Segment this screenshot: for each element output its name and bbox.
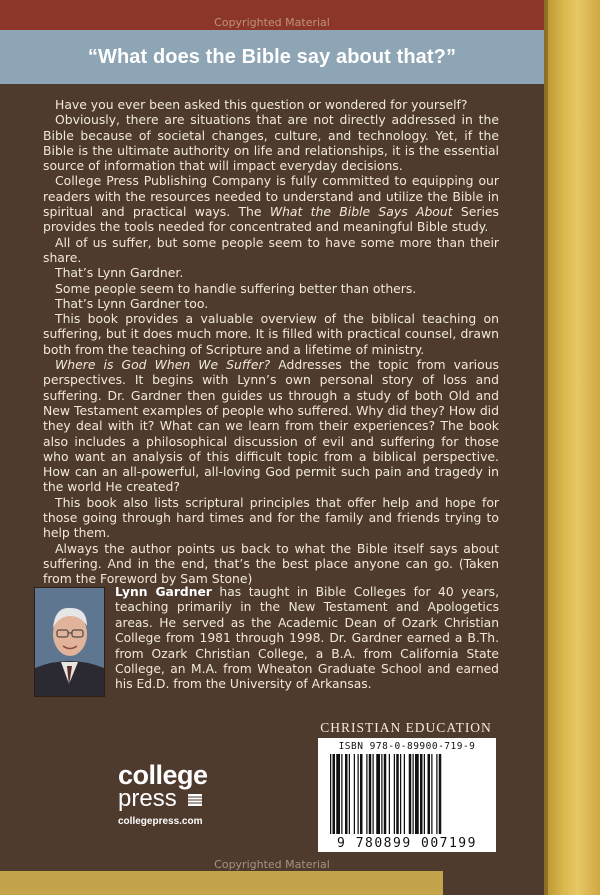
- paragraph: Have you ever been asked this question or wondered for yourself?: [55, 97, 468, 112]
- paragraph: That’s Lynn Gardner too.: [55, 295, 209, 311]
- banner-title: “What does the Bible say about that?”: [87, 45, 457, 68]
- title-banner: [0, 30, 544, 84]
- barcode: [318, 738, 496, 852]
- logo-college: college: [118, 760, 208, 790]
- spine-shadow: [544, 0, 548, 895]
- author-photo: [34, 587, 105, 697]
- author-bio: [115, 585, 499, 693]
- paragraph: This book provides a valuable overview of the biblical teaching on suffering, but it does much more. It is filled with practical counsel, drawn both from the teaching of Scripture and a lifetime of ministry.: [43, 311, 499, 357]
- watermark-top: Copyrighted Material: [214, 16, 330, 29]
- publisher-url: collegepress.com: [118, 816, 203, 827]
- description-text: [43, 97, 499, 587]
- paragraph: Some people seem to handle suffering better than others.: [55, 280, 417, 296]
- spine-edge: [544, 0, 600, 895]
- category-label: CHRISTIAN EDUCATION: [320, 720, 492, 735]
- paragraph: College Press Publishing Company is fully committed to equipping our readers with the resources needed to understand and utilize the Bible in spiritual and practical ways. The What the Bible Says About Series provides the tools needed for concentrated and meaningful Bible study.: [43, 173, 499, 235]
- paragraph: All of us suffer, but some people seem to have some more than their share.: [43, 234, 499, 265]
- isbn-text: ISBN 978-0-89900-719-9: [338, 741, 476, 752]
- book-title: Where is God When We Suffer?: [55, 357, 271, 373]
- logo-press: press: [118, 788, 238, 810]
- series-title: What the Bible Says About: [269, 204, 453, 220]
- barcode-bars: [330, 754, 484, 834]
- bio-text: has taught in Bible Colleges for 40 years, teaching primarily in the New Testament and Apologetics areas. He served as the Academic Dean of Ozark Christian College from 1981 through 1998. Dr. Gardner earned a B.Th. from Ozark Christian College, a B.A. from California State College, an M.A. from Wheaton Graduate School and earned his Ed.D. from the University of Arkansas.: [115, 585, 499, 692]
- bottom-color-band: [0, 871, 443, 895]
- publisher-logo: [118, 762, 238, 827]
- book-icon: [188, 794, 202, 806]
- paragraph: Obviously, there are situations that are not directly addressed in the Bible because of societal changes, culture, and technology. Yet, if the Bible is the ultimate authority on life and relationships, it is the essential source of information that will impact everyday decisions.: [43, 112, 499, 174]
- paragraph: This book also lists scriptural principles that offer help and hope for those going through hard times and for the family and friends trying to help them.: [43, 494, 499, 541]
- paragraph: That’s Lynn Gardner.: [55, 265, 184, 281]
- author-name: Lynn Gardner: [115, 585, 212, 599]
- bottom-dark-band: [443, 871, 544, 895]
- barcode-number: 9 780899 007199: [337, 836, 477, 851]
- paragraph: Where is God When We Suffer? Addresses the topic from various perspectives. It begins with Lynn’s own personal story of loss and suffering. Dr. Gardner then guides us through a study of both Old and New Testament examples of people who suffered. Why did they? How did they deal with it? What can we learn from their experiences? The book also includes a philosophical discussion of evil and suffering for those who want an analysis of this difficult topic from a biblical perspective. How can an all-powerful, all-loving God permit such pain and tragedy in the world He created?: [43, 357, 500, 495]
- watermark-bottom: Copyrighted Material: [214, 858, 330, 871]
- paragraph: Always the author points us back to what the Bible itself says about suffering. And in the end, that’s the best place anyone can go. (Taken from the Foreword by Sam Stone): [43, 540, 499, 587]
